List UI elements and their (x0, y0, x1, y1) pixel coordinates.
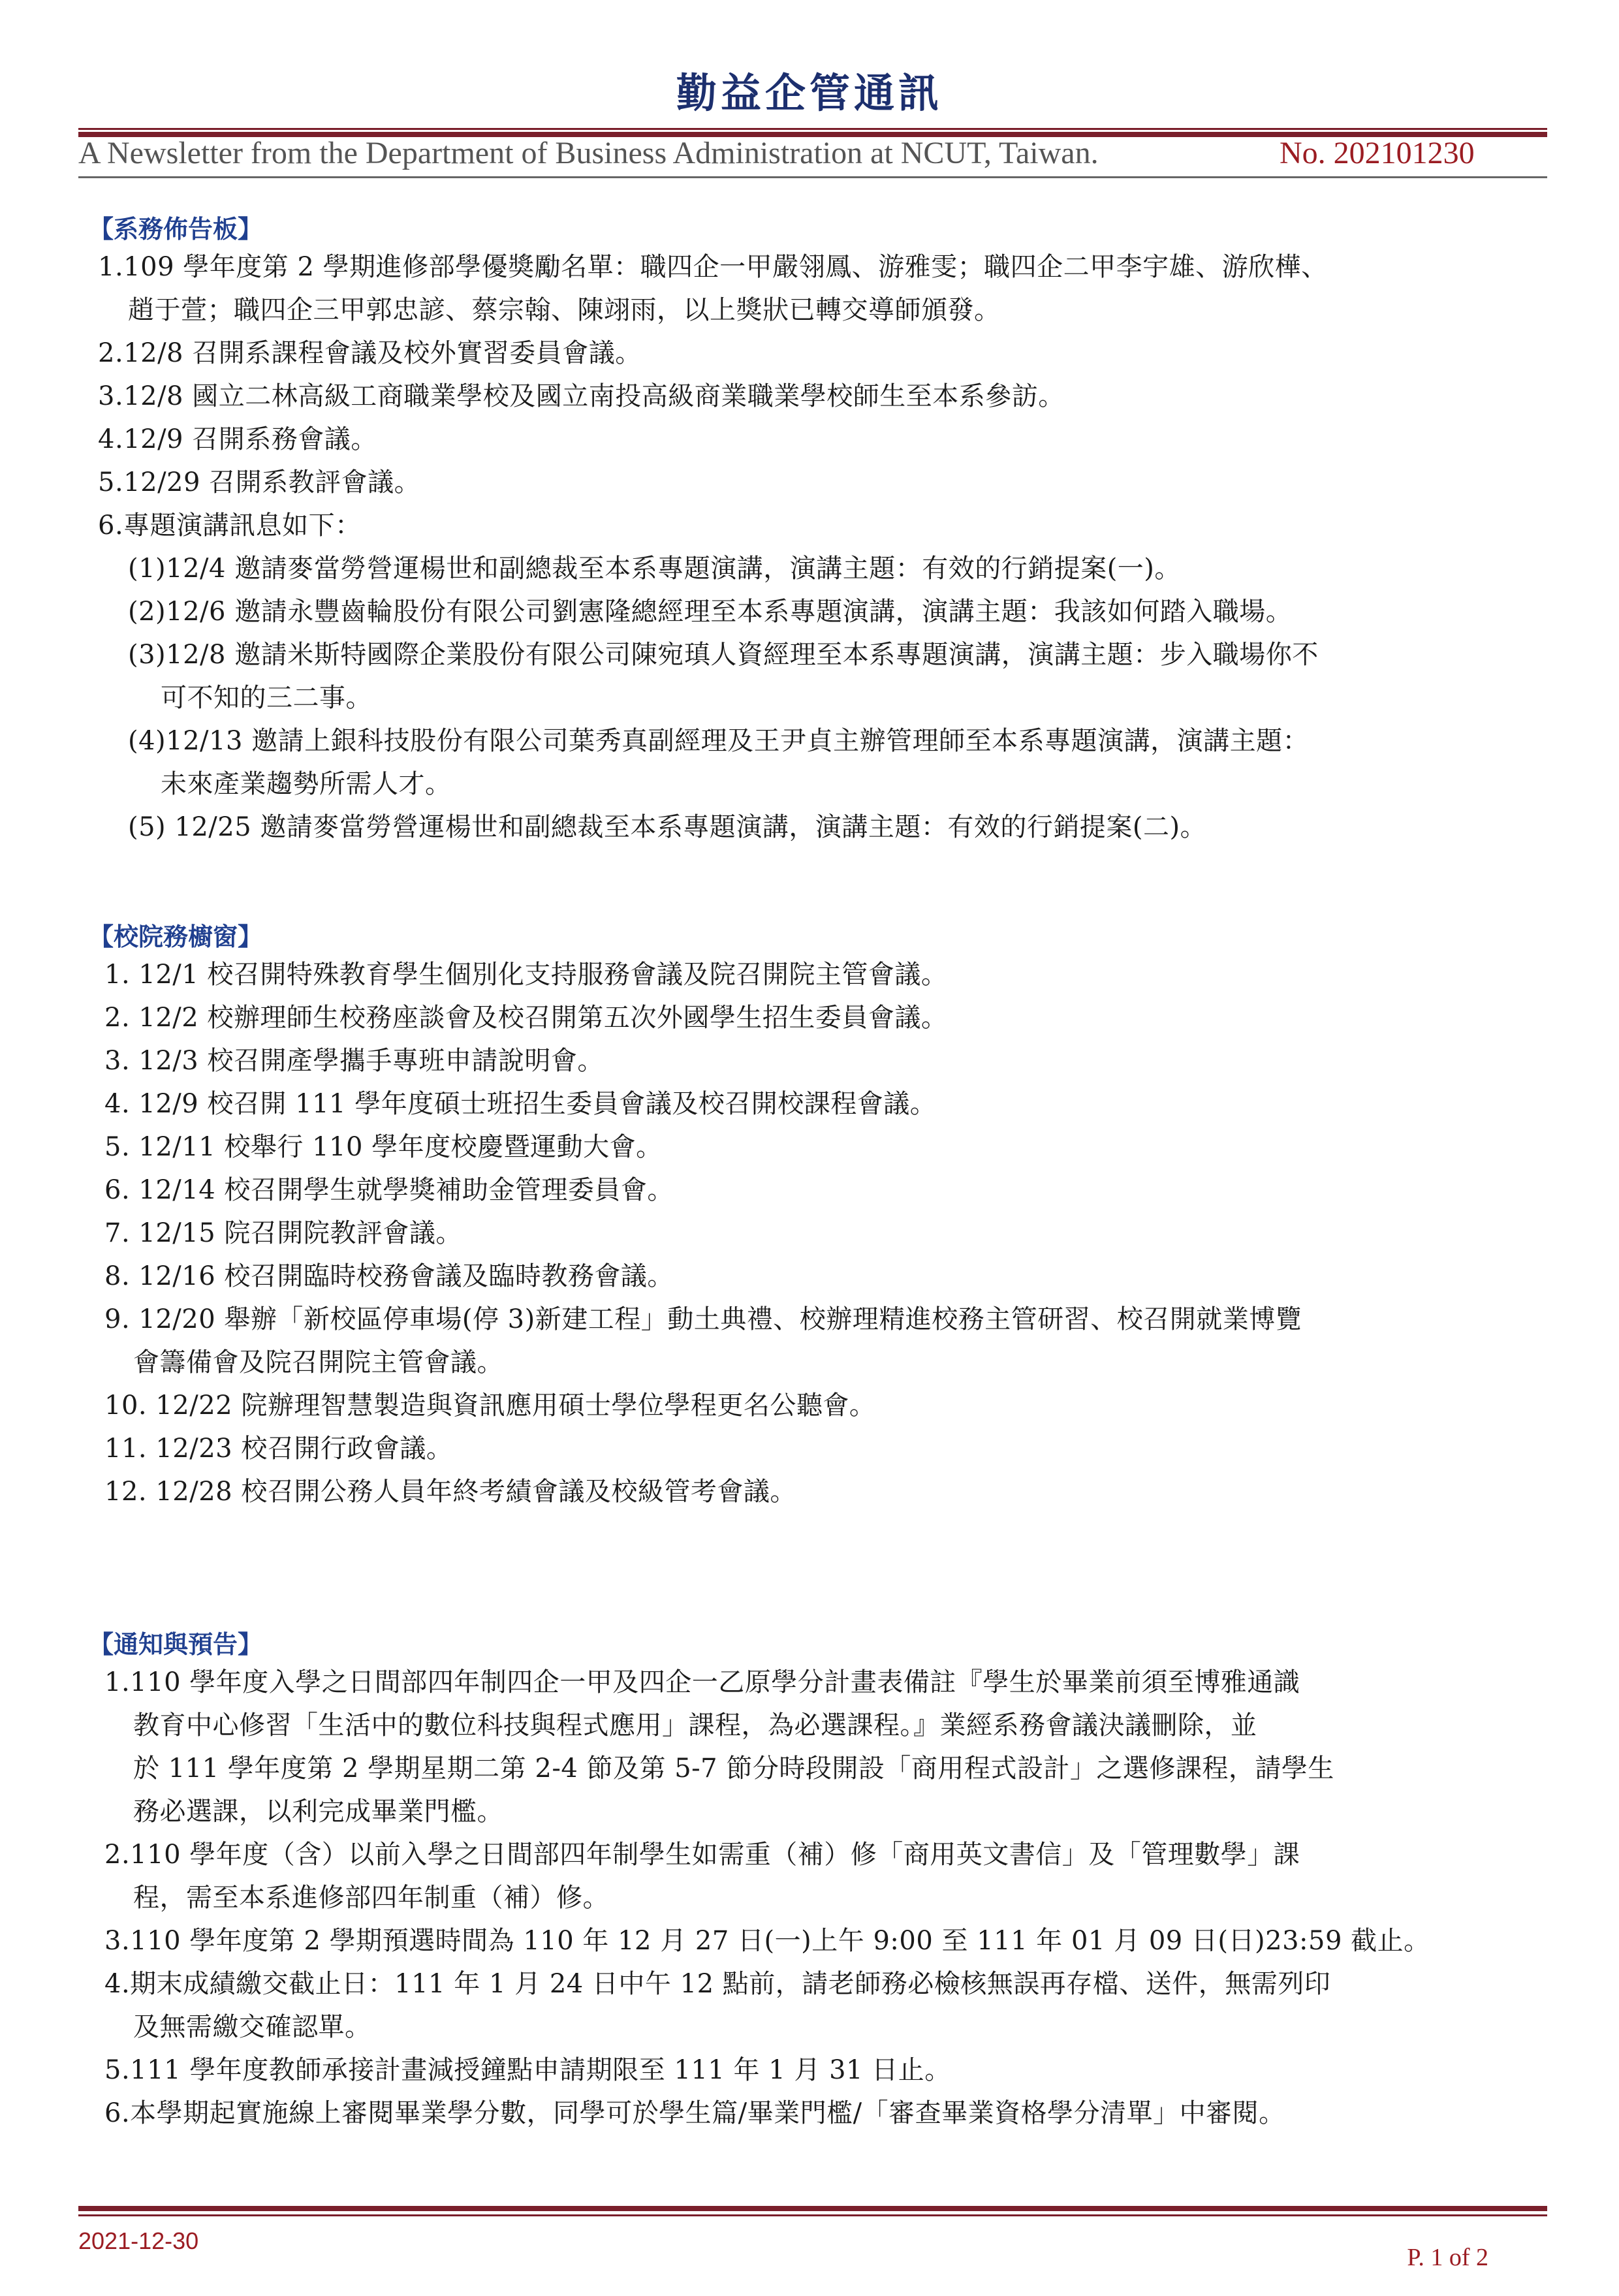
dept-sub-line: 未來產業趨勢所需人才。 (161, 769, 452, 799)
school-line: 9. 12/20 舉辦「新校區停車場(停 3)新建工程」動土典禮、校辦理精進校務主管研習、校召開就業博覽 (104, 1304, 1302, 1334)
school-line: 6. 12/14 校召開學生就學獎補助金管理委員會。 (104, 1175, 674, 1205)
newsletter-title: 勤益企管通訊 (676, 69, 943, 117)
school-line: 12. 12/28 校召開公務人員年終考績會議及校級管考會議。 (104, 1477, 796, 1507)
notice-line: 3.110 學年度第 2 學期預選時間為 110 年 12 月 27 日(一)上午 9:00 至 111 年 01 月 09 日(日)23:59 截止。 (104, 1926, 1430, 1956)
school-line: 10. 12/22 院辦理智慧製造與資訊應用碩士學位學程更名公聽會。 (104, 1391, 876, 1421)
notice-line: 教育中心修習「生活中的數位科技與程式應用」課程，為必選課程。』業經系務會議決議刪除，並 (133, 1710, 1257, 1740)
school-line: 11. 12/23 校召開行政會議。 (104, 1434, 453, 1464)
notice-line: 及無需繳交確認單。 (133, 2012, 371, 2042)
dept-line: 2.12/8 召開系課程會議及校外實習委員會議。 (98, 338, 642, 368)
notice-line: 4.期末成績繳交截止日：111 年 1 月 24 日中午 12 點前，請老師務必檢核無誤再存檔、送件，無需列印 (104, 1969, 1331, 1999)
dept-sub-line: (2)12/6 邀請永豐齒輪股份有限公司劉憲隆總經理至本系專題演講，演講主題：我該如何踏入職場。 (128, 597, 1293, 627)
school-line: 1. 12/1 校召開特殊教育學生個別化支持服務會議及院召開院主管會議。 (104, 960, 948, 990)
notice-line: 於 111 學年度第 2 學期星期二第 2-4 節及第 5-7 節分時段開設「商用程式設計」之選修課程，請學生 (133, 1753, 1334, 1784)
footer-date: 2021-12-30 (78, 2227, 199, 2254)
subtitle-rule (78, 176, 1547, 178)
school-line: 2. 12/2 校辦理師生校務座談會及校召開第五次外國學生招生委員會議。 (104, 1003, 948, 1033)
section-heading-school: 【校院務櫥窗】 (89, 922, 263, 951)
dept-line: 趙于萱；職四企三甲郭忠諺、蔡宗翰、陳翊雨，以上獎狀已轉交導師頒發。 (128, 295, 1001, 325)
dept-sub-line: (5) 12/25 邀請麥當勞營運楊世和副總裁至本系專題演講，演講主題：有效的行銷提案(二)。 (128, 812, 1207, 842)
section-heading-dept: 【系務佈告板】 (89, 215, 263, 244)
dept-line: 6.專題演講訊息如下： (98, 511, 362, 541)
dept-line: 4.12/9 召開系務會議。 (98, 424, 377, 454)
issue-number: No. 202101230 (1280, 136, 1475, 170)
dept-sub-line: 可不知的三二事。 (161, 683, 372, 713)
section-heading-notice: 【通知與預告】 (89, 1630, 263, 1659)
footer-rule-thick (78, 2206, 1547, 2211)
dept-line: 3.12/8 國立二林高級工商職業學校及國立南投高級商業職業學校師生至本系參訪。 (98, 381, 1065, 411)
dept-line: 1.109 學年度第 2 學期進修部學優獎勵名單：職四企一甲嚴翎鳳、游雅雯；職四企二甲李宇雄、游欣樺、 (98, 252, 1328, 282)
dept-line: 5.12/29 召開系教評會議。 (98, 467, 421, 497)
header-rule-thin (78, 128, 1547, 130)
dept-sub-line: (1)12/4 邀請麥當勞營運楊世和副總裁至本系專題演講，演講主題：有效的行銷提案(一)。 (128, 554, 1181, 584)
notice-line: 2.110 學年度（含）以前入學之日間部四年制學生如需重（補）修「商用英文書信」及「管理數學」課 (104, 1840, 1300, 1870)
school-line: 3. 12/3 校召開產學攜手專班申請說明會。 (104, 1046, 604, 1076)
school-line: 8. 12/16 校召開臨時校務會議及臨時教務會議。 (104, 1261, 674, 1291)
notice-line: 5.111 學年度教師承接計畫減授鐘點申請期限至 111 年 1 月 31 日止。 (104, 2055, 951, 2085)
school-line: 5. 12/11 校舉行 110 學年度校慶暨運動大會。 (104, 1132, 663, 1162)
notice-line: 務必選課，以利完成畢業門檻。 (133, 1797, 503, 1827)
notice-line: 程，需至本系進修部四年制重（補）修。 (133, 1883, 609, 1913)
school-line: 會籌備會及院召開院主管會議。 (133, 1347, 503, 1377)
dept-sub-line: (3)12/8 邀請米斯特國際企業股份有限公司陳宛瑱人資經理至本系專題演講，演講主題：步入職場你不 (128, 640, 1319, 670)
page-number: P. 1 of 2 (1407, 2244, 1488, 2271)
footer-rule-thin (78, 2214, 1547, 2216)
newsletter-subtitle: A Newsletter from the Department of Business Administration at NCUT, Taiwan. (78, 136, 1099, 170)
school-line: 4. 12/9 校召開 111 學年度碩士班招生委員會議及校召開校課程會議。 (104, 1089, 937, 1119)
school-line: 7. 12/15 院召開院教評會議。 (104, 1218, 462, 1248)
notice-line: 1.110 學年度入學之日間部四年制四企一甲及四企一乙原學分計畫表備註『學生於畢業前須至博雅通識 (104, 1667, 1300, 1697)
dept-sub-line: (4)12/13 邀請上銀科技股份有限公司葉秀真副經理及王尹貞主辦管理師至本系專題演講，演講主題： (128, 726, 1310, 756)
notice-line: 6.本學期起實施線上審閱畢業學分數，同學可於學生篇/畢業門檻/「審查畢業資格學分清單」中審閱。 (104, 2098, 1285, 2128)
